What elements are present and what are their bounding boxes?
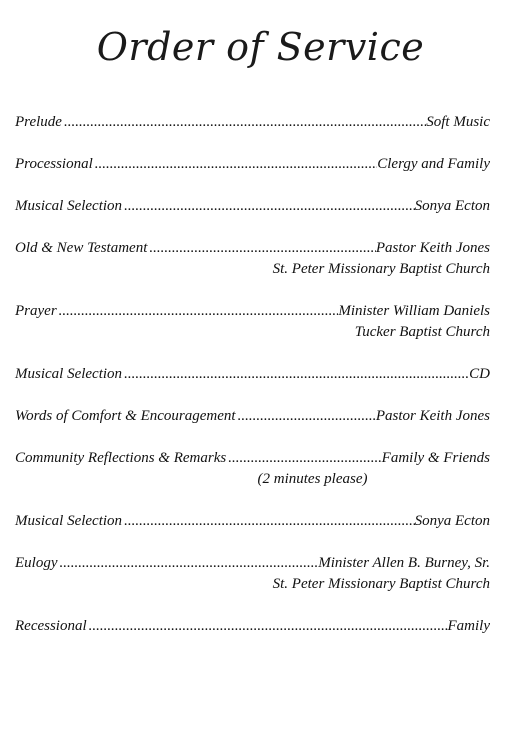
dot-leader <box>58 553 319 574</box>
service-item-eulogy <box>15 553 490 595</box>
service-performer: Minister William Daniels <box>338 303 490 319</box>
dot-leader <box>122 364 469 385</box>
service-part: Prelude <box>15 114 62 130</box>
service-part: Recessional <box>15 618 87 634</box>
service-item-prelude <box>15 112 490 133</box>
dot-leader <box>62 112 426 133</box>
service-part: Musical Selection <box>15 198 123 214</box>
service-part: Old & New Testament <box>15 240 148 256</box>
service-performer: Soft Music <box>426 114 490 130</box>
service-performer: Pastor Keith Jones <box>375 240 490 256</box>
page-title: Order of Service <box>96 25 425 69</box>
service-part: Words of Comfort & Encouragement <box>15 408 236 424</box>
service-item-prayer <box>15 301 490 343</box>
service-item-words-of-comfort <box>15 406 490 427</box>
service-affiliation: St. Peter Missionary Baptist Church <box>272 576 490 592</box>
service-part: Eulogy <box>15 555 58 571</box>
service-performer: CD <box>469 366 490 382</box>
service-item-musical-selection-2 <box>15 364 490 385</box>
service-affiliation: St. Peter Missionary Baptist Church <box>272 261 490 277</box>
dot-leader <box>87 616 448 637</box>
order-of-service-list <box>15 112 490 658</box>
dot-leader <box>236 406 376 427</box>
service-performer: Sonya Ecton <box>414 198 490 214</box>
dot-leader <box>122 196 415 217</box>
service-part: Prayer <box>15 303 57 319</box>
service-performer: Family <box>447 618 490 634</box>
dot-leader <box>226 448 381 469</box>
service-part: Musical Selection <box>15 513 123 529</box>
service-performer: Pastor Keith Jones <box>375 408 490 424</box>
service-item-recessional <box>15 616 490 637</box>
service-affiliation: Tucker Baptist Church <box>354 324 490 340</box>
service-item-musical-selection-3 <box>15 511 490 532</box>
service-part: Processional <box>15 156 93 172</box>
service-item-processional <box>15 154 490 175</box>
service-performer: Clergy and Family <box>377 156 490 172</box>
service-performer: Sonya Ecton <box>414 513 490 529</box>
dot-leader <box>147 238 375 259</box>
dot-leader <box>93 154 377 175</box>
service-item-community-reflections <box>15 448 490 490</box>
service-part: Community Reflections & Remarks <box>15 450 227 466</box>
service-item-old-new-testament <box>15 238 490 280</box>
dot-leader <box>122 511 415 532</box>
service-note: (2 minutes please) <box>257 471 368 487</box>
service-part: Musical Selection <box>15 366 123 382</box>
service-item-musical-selection-1 <box>15 196 490 217</box>
service-performer: Minister Allen B. Burney, Sr. <box>318 555 490 571</box>
dot-leader <box>57 301 339 322</box>
service-performer: Family & Friends <box>381 450 490 466</box>
